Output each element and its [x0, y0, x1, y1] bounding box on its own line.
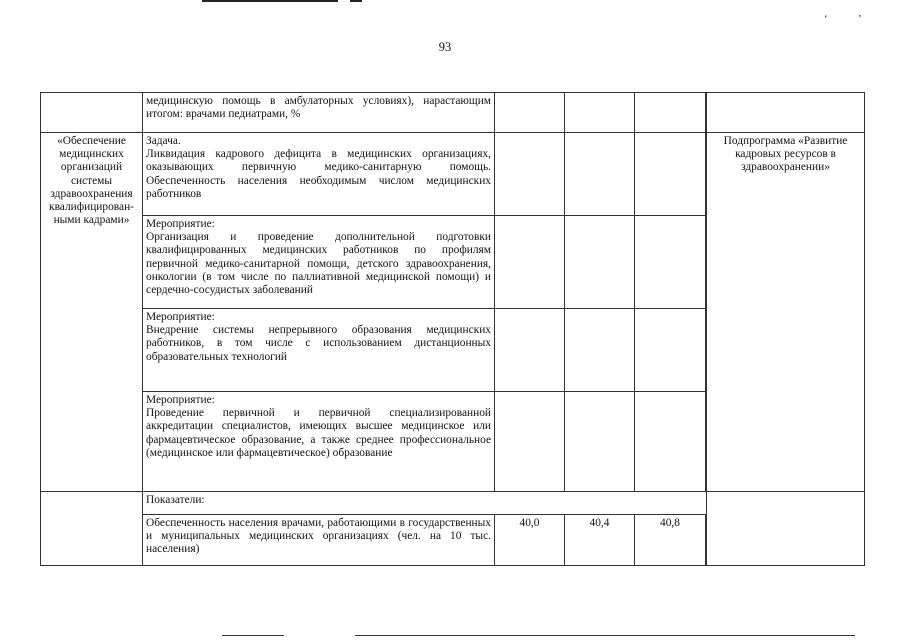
value-cell-empty: [635, 216, 706, 309]
value-cell-empty: [495, 93, 565, 133]
measure-text: Проведение первичной и первичной специализированной аккредитации специалистов, имеющих высшее медицинское или фармацевтическое образование, а также среднее профессиональное (медицинское или фармацевтическое) образование: [146, 407, 491, 459]
table-row: [41, 93, 865, 133]
program-cell-empty: [707, 93, 865, 133]
bottom-scan-line-long: [355, 635, 855, 636]
indicator-value-cell: 40,0: [495, 515, 565, 566]
value-cell-empty: [565, 133, 635, 216]
indicator-value-cell: 40,4: [565, 515, 635, 566]
measure-label: Мероприятие:: [146, 311, 215, 323]
measure-text: Внедрение системы непрерывного образования медицинских работников, в том числе с использованием дистанционных образовательных технологий: [146, 324, 491, 363]
spacer-cell: [706, 216, 707, 309]
task-text: Ликвидация кадрового дефицита в медицинских организациях, оказывающих первичную медико-санитарную помощь. Обеспеченность населения необходимым числом медицинских работников: [146, 148, 491, 200]
program-name-cell: «Обеспечение медицинских организаций системы здравоохранения квалифицирован-ными кадрами»: [41, 133, 143, 492]
corner-mark-right: ’: [858, 13, 862, 25]
value-cell-empty: [495, 392, 565, 492]
bottom-scan-line: [222, 635, 284, 636]
measure-cell: [143, 216, 495, 309]
measure-label: Мероприятие:: [146, 218, 215, 230]
task-label: Задача.: [146, 135, 181, 147]
measure-cell: [143, 392, 495, 492]
spacer-cell: [706, 392, 707, 492]
name-cell-empty: [41, 492, 143, 566]
measure-cell: [143, 309, 495, 392]
indicator-continuation-cell: медицинскую помощь в амбулаторных условиях), нарастающим итогом: врачами педиатрами, %: [143, 93, 495, 133]
value-cell-empty: [635, 133, 706, 216]
table-row: [41, 492, 865, 515]
indicator-text-cell: Обеспеченность населения врачами, работающими в государственных и муниципальных медицинских организациях (чел. на 10 тыс. населения): [143, 515, 495, 566]
spacer-cell: [706, 515, 707, 566]
top-scan-line-short: [350, 0, 362, 2]
program-cell-empty: [707, 492, 865, 566]
measure-label: Мероприятие:: [146, 394, 215, 406]
subprogram-cell: Подпрограмма «Развитие кадровых ресурсов в здравоохранении»: [707, 133, 865, 492]
indicators-label-cell: Показатели:: [143, 492, 707, 515]
value-cell-empty: [635, 392, 706, 492]
table-row: [41, 133, 865, 216]
program-table: [40, 92, 865, 566]
task-cell: [143, 133, 495, 216]
corner-mark-left: ‘: [824, 13, 828, 25]
top-scan-line: [202, 0, 338, 2]
value-cell-empty: [565, 93, 635, 133]
value-cell-empty: [635, 93, 706, 133]
value-cell-empty: [495, 133, 565, 216]
page-number: 93: [438, 40, 452, 54]
value-cell-empty: [565, 216, 635, 309]
value-cell-empty: [635, 309, 706, 392]
indicator-value-cell: 40,8: [635, 515, 706, 566]
name-cell-empty: [41, 93, 143, 133]
value-cell-empty: [495, 309, 565, 392]
value-cell-empty: [565, 392, 635, 492]
spacer-cell: [706, 309, 707, 392]
value-cell-empty: [495, 216, 565, 309]
value-cell-empty: [565, 309, 635, 392]
measure-text: Организация и проведение дополнительной подготовки квалифицированных медицинских работников по профилям первичной медико-санитарной помощи, детского здравоохранения, онкологии (в том числе по паллиативной медицинской помощи) и сердечно-сосудистых заболеваний: [146, 231, 491, 297]
